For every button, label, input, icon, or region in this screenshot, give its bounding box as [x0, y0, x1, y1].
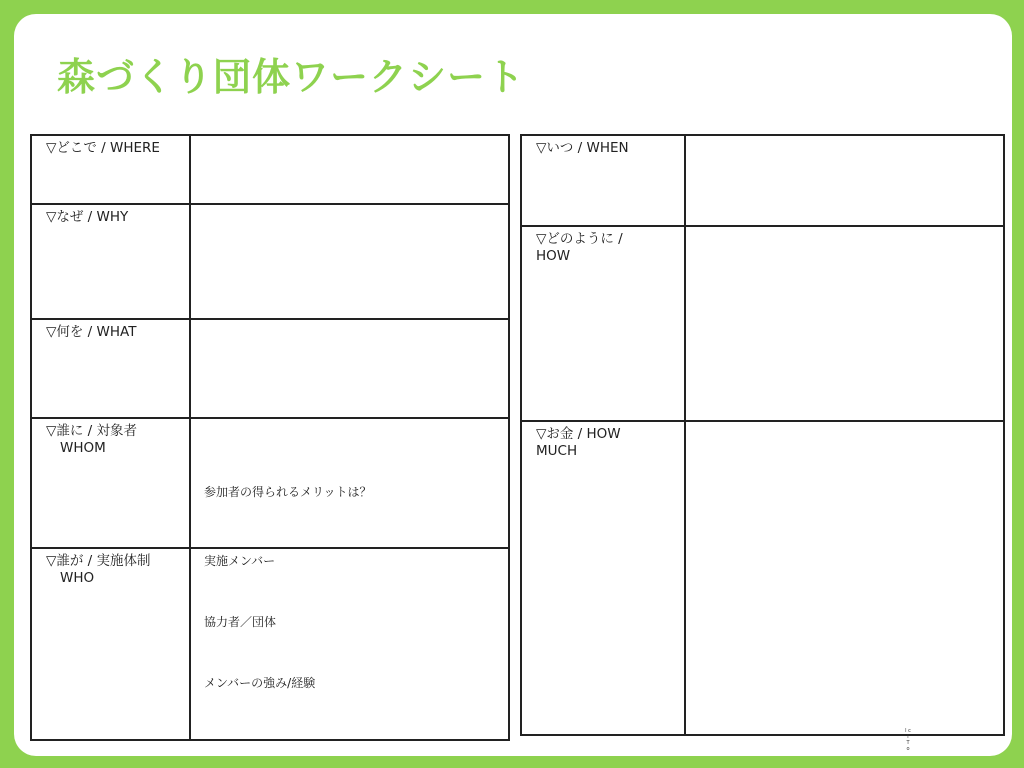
label-cell-how-much — [521, 421, 685, 735]
label-why: ▽なぜ / WHY — [46, 209, 129, 225]
row-where — [31, 135, 509, 204]
row-how-much — [521, 421, 1004, 735]
label-how — [522, 227, 684, 265]
answer-cell-who[interactable] — [190, 548, 509, 740]
hint-cooperators: 協力者／団体 — [204, 615, 277, 629]
answer-cell-how-much[interactable] — [685, 421, 1004, 735]
row-how — [521, 226, 1004, 421]
label-cell-why — [31, 204, 190, 319]
page-title: 森づくり団体ワークシート — [57, 55, 526, 99]
left-worksheet-table — [30, 134, 510, 741]
answer-cell-why[interactable] — [190, 204, 509, 319]
answer-cell-how[interactable] — [685, 226, 1004, 421]
answer-cell-what[interactable] — [190, 319, 509, 418]
label-whom — [32, 419, 189, 457]
label-whom-line1: ▽誰に / 対象者 — [46, 423, 138, 439]
label-how-much-line1: ▽お金 / HOW — [536, 426, 621, 442]
label-when: ▽いつ / WHEN — [536, 140, 629, 156]
label-cell-when — [521, 135, 685, 226]
row-when — [521, 135, 1004, 226]
right-worksheet-table — [520, 134, 1005, 736]
label-who-line1: ▽誰が / 実施体制 — [46, 553, 151, 569]
label-who-line2: WHO — [60, 570, 95, 586]
answer-cell-when[interactable] — [685, 135, 1004, 226]
hint-members: 実施メンバー — [204, 554, 276, 568]
label-where: ▽どこで / WHERE — [46, 140, 160, 156]
row-whom — [31, 418, 509, 548]
answer-cell-whom[interactable] — [190, 418, 509, 548]
label-how-much — [522, 422, 684, 460]
label-how-much-line2: MUCH — [536, 443, 578, 459]
label-cell-how — [521, 226, 685, 421]
label-cell-where — [31, 135, 190, 204]
hint-member-strengths: メンバーの強み/経験 — [204, 676, 316, 690]
row-why — [31, 204, 509, 319]
label-who — [32, 549, 189, 587]
label-what: ▽何を / WHAT — [46, 324, 137, 340]
row-what — [31, 319, 509, 418]
answer-cell-where[interactable] — [190, 135, 509, 204]
label-how-line2: HOW — [536, 248, 571, 264]
label-how-line1: ▽どのように / — [536, 231, 623, 247]
row-who — [31, 548, 509, 740]
hint-participant-merit: 参加者の得られるメリットは？ — [204, 485, 372, 499]
worksheet-card — [14, 14, 1012, 756]
label-cell-who — [31, 548, 190, 740]
label-cell-whom — [31, 418, 190, 548]
label-whom-line2: WHOM — [60, 440, 106, 456]
label-cell-what — [31, 319, 190, 418]
small-vertical-mark: l c l T o — [905, 728, 911, 752]
